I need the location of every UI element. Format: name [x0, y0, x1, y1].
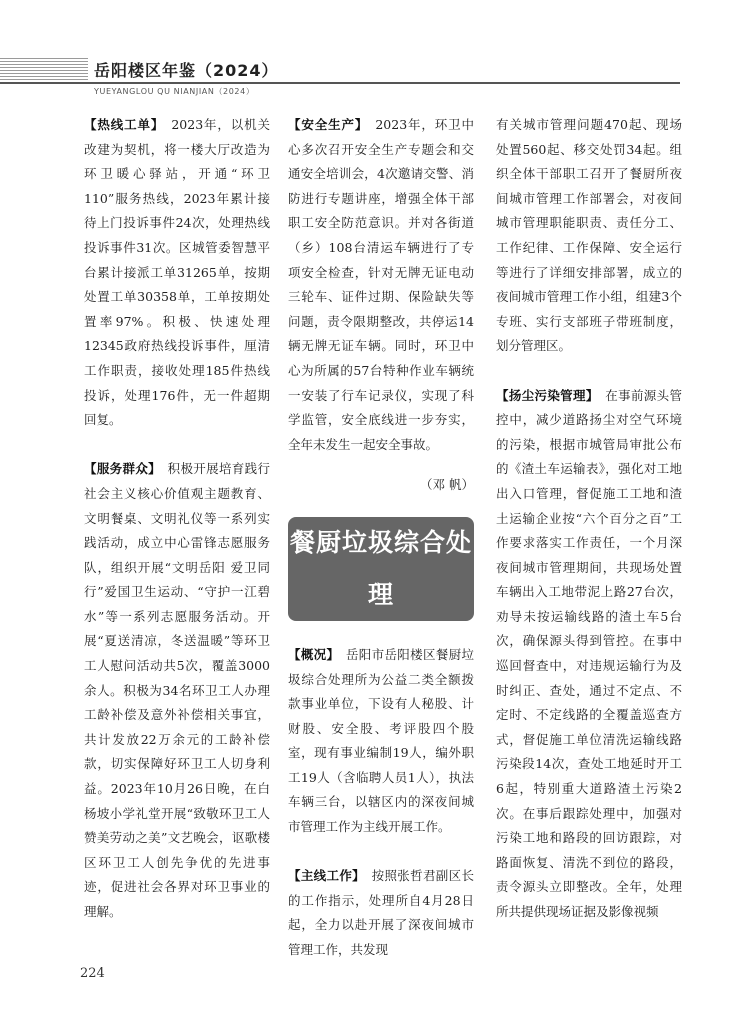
header-rule	[0, 82, 680, 84]
yearbook-title: 岳阳楼区年鉴（2024）	[94, 61, 279, 80]
paragraph-main-work	[288, 864, 474, 962]
paragraph-serving-public	[84, 457, 270, 924]
paragraph-safety-production	[288, 113, 474, 457]
paragraph-body: 在事前源头管控中，减少道路扬尘对空气环境的污染，根据市城管局审批公布的《渣土车运输表》，强化对工地出入口管理，督促施工工地和渣土运输企业按“六个百分之百”工作要求落实工作责任，一个月深夜间城市管理期间，共现场处置车辆出入工地带泥上路27台次，劝导未按运输线路的渣土车5台次，确保源头得到管控。在事中巡回督查中，对违规运输行为及时纠正、查处，通过不定点、不定时、不定线路的全覆盖巡查方式，督促施工单位清洗运输线路污染段14次，查处工地延时开工6起，特别重大道路渣土污染2次。在事后跟踪处理中，加强对污染工地和路段的回访跟踪，对路面恢复、清洗不到位的路段，责令源头立即整改。全年，处理所共提供现场证据及影像视频	[496, 387, 682, 919]
paragraph-overview	[288, 643, 474, 840]
paragraph-heading: 【服务群众】	[84, 461, 155, 477]
header-decorative-stripes	[0, 58, 88, 80]
paragraph-hotline-orders	[84, 113, 270, 433]
paragraph-body: 按照张哲君副区长的工作指示，处理所自4月28日起，全力以赴开展了深夜间城市管理工作，共发现	[288, 868, 474, 958]
paragraph-body: 积极开展培育践行社会主义核心价值观主题教育、文明餐桌、文明礼仪等一系列实践活动，成立中心雷锋志愿服务队，组织开展“文明岳阳 爱卫同行”爱国卫生运动、“守护一江碧水”等一系列志愿服务活动。开展“夏送清凉，冬送温暖”等环卫工人慰问活动共5次，覆盖3000余人。积极为34名环卫工人办理工龄补偿及意外补偿相关事宜，共计发放22万余元的工龄补偿款，切实保障好环卫工人切身利益。2023年10月26日晚，在白杨坡小学礼堂开展“致敬环卫工人 赞美劳动之美”文艺晚会，讴歌楼区环卫工人创先争优的先进事迹，促进社会各界对环卫事业的理解。	[84, 461, 270, 919]
paragraph-dust-pollution	[496, 384, 682, 925]
paragraph-body: 2023年，环卫中心多次召开安全生产专题会和交通安全培训会，4次邀请交警、消防进行专题讲座，增强全体干部职工安全防范意识。并对各街道（乡）108台清运车辆进行了专项安全检查，针对无牌无证电动三轮车、证件过期、保险缺失等问题，责令限期整改，共停运14辆无牌无证车辆。同时，环卫中心为所属的57台特种作业车辆统一安装了行车记录仪，实现了科学监管，安全底线进一步夯实，全年未发生一起安全事故。	[288, 117, 474, 452]
paragraph-body: 2023年，以机关改建为契机，将一楼大厅改造为环卫暖心驿站，开通“环卫110”服务热线，2023年累计接待上门投诉事件24次，处理热线投诉事件31次。区城管委智慧平台累计接派工单31265单，按期处置工单30358单，工单按期处置率97%。积极、快速处理12345政府热线投诉事件，厘清工作职责，接收处理185件热线投诉，处理176件，无一件超期回复。	[84, 117, 270, 428]
text-column-1	[84, 113, 270, 949]
paragraph-body: 岳阳市岳阳楼区餐厨垃圾综合处理所为公益二类全额拨款事业单位，下设有人秘股、计财股、安全股、考评股四个股室，现有事业编制19人，编外职工19人（含临聘人员1人），执法车辆三台，以辖区内的深夜间城市管理工作为主线开展工作。	[288, 646, 474, 835]
paragraph-body: 有关城市管理问题470起、现场处置560起、移交处罚34起。组织全体干部职工召开了餐厨所夜间城市管理工作部署会，对夜间城市管理职能职责、责任分工、工作纪律、工作保障、安全运行等进行了详细安排部署，成立的夜间城市管理工作小组，组建3个专班、实行支部班子带班制度，划分管理区。	[496, 117, 682, 354]
paragraph-heading: 【主线工作】	[288, 868, 359, 884]
text-column-3	[496, 113, 682, 949]
page-number: 224	[80, 966, 105, 981]
paragraph-heading: 【安全生产】	[288, 117, 362, 132]
paragraph-main-work-continued	[496, 113, 682, 359]
yearbook-subtitle: YUEYANGLOU QU NIANJIAN（2024）	[94, 87, 255, 96]
paragraph-heading: 【热线工单】	[84, 117, 158, 132]
paragraph-heading: 【扬尘污染管理】	[496, 387, 593, 403]
author-credit: （邓 帆）	[420, 477, 474, 493]
text-column-2	[288, 113, 474, 987]
paragraph-heading: 【概况】	[288, 646, 334, 662]
section-title: 餐厨垃圾综合处理	[288, 517, 474, 621]
